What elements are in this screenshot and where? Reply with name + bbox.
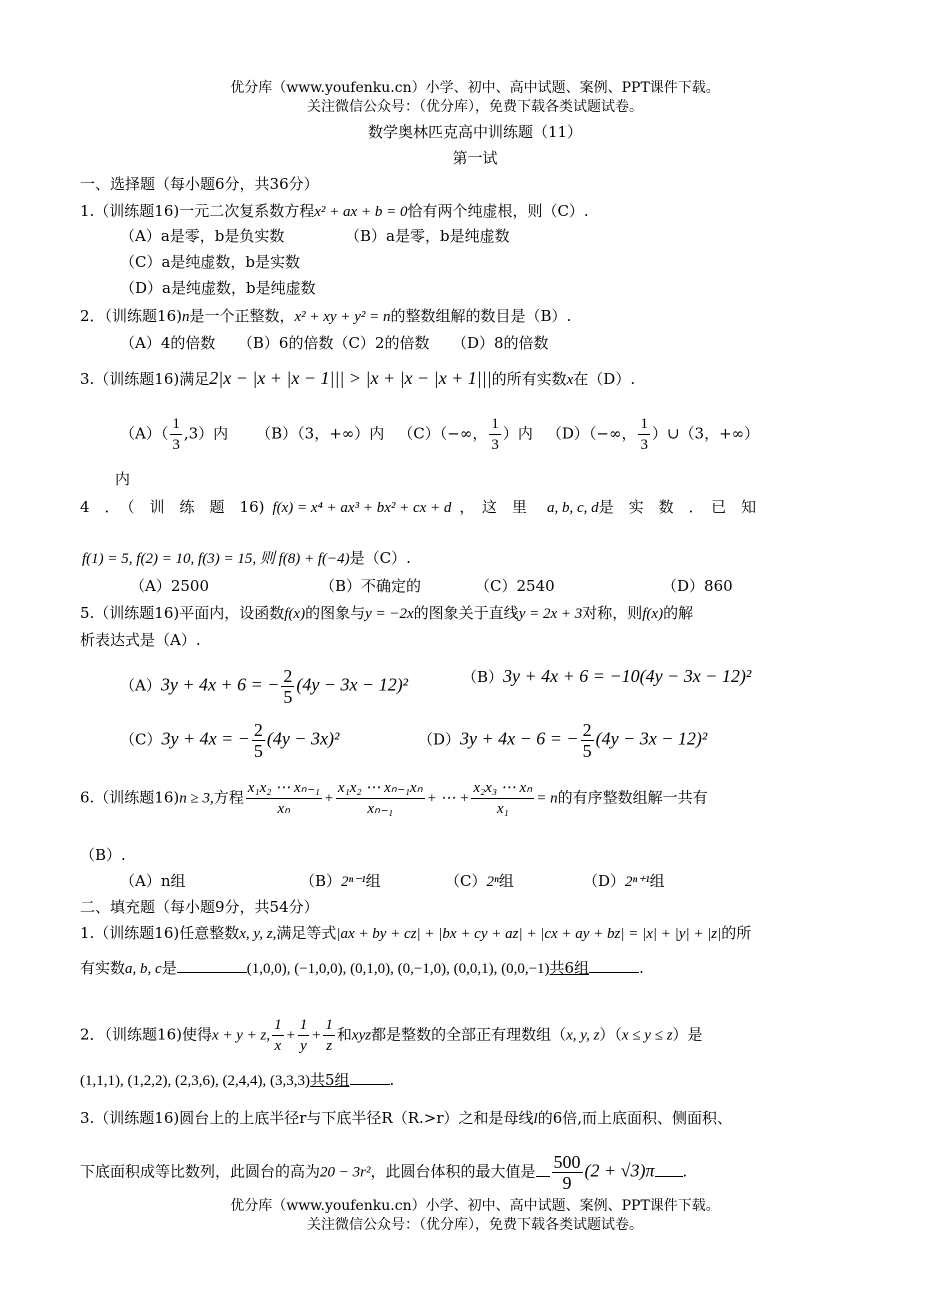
header-line-1: 优分库（www.youfenku.cn）小学、初中、高中试题、案例、PPT课件下载。 (230, 80, 720, 96)
s1-q4-optB: （B）不确定的 (320, 577, 422, 595)
s2-q1-answer: (1,0,0), (−1,0,0), (0,1,0), (0,−1,0), (0,0,1), (0,0,−1) (246, 961, 550, 977)
s1-q5-stem: 5.（训练题16)平面内，设函数f(x)的图象与y = −2x的图象关于直线y = 2x + 3对称，则f(x)的解 (80, 604, 694, 622)
s1-q3-wrap: 内 (115, 470, 131, 488)
page-title: 数学奥林匹克高中训练题（11） (367, 123, 583, 141)
s2-q2-stem: 2．（训练题16)使得x + y + z, $\frac{1}{x}$ + $\frac{1}{y}$ + $\frac{1}{z}$ 和xyz都是整数的全部正有理数组（x, y, z）（x ≤ y ≤ z）是 (80, 1017, 703, 1054)
s1-q5-optC: （C）3y + 4x = − $\frac{2}{5}$ (4y − 3x)² (120, 720, 340, 761)
s1-q3-options: （A）（ $\frac{1}{3}$ ,3）内 （B）（3，+∞）内 （C）（−∞， $\frac{1}{3}$ ）内 （D）（−∞， $\frac{1}{3}$ ）∪（3，+∞） (120, 416, 760, 453)
s1-q5-optB: （B）3y + 4x + 6 = −10(4y − 3x − 12)² (462, 666, 752, 686)
s1-q3-inequality: 2|x − |x + |x − 1||| > |x + |x − |x + 1||| (209, 368, 492, 388)
s2-q3-answer-fraction: $\frac{500}{9}$ (553, 1152, 581, 1193)
s1-q4-conditions: f(1) = 5, f(2) = 10, f(3) = 15, 则 f(8) + f(−4)是（C）. (82, 549, 411, 567)
s1-q6-optD: （D）2ⁿ⁺¹组 (583, 872, 665, 890)
footer-line-1: 优分库（www.youfenku.cn）小学、初中、高中试题、案例、PPT课件下载。 (230, 1198, 720, 1214)
s2-q1-answer-line: 有实数a, b, c是 (1,0,0), (−1,0,0), (0,1,0), (0,−1,0), (0,0,1), (0,0,−1)共6组 . (80, 959, 644, 977)
s1-q5-stem-cont: 析表达式是（A）. (80, 631, 201, 649)
s2-q2-answer-line: (1,1,1), (1,2,2), (2,3,6), (2,4,4), (3,3,3)共5组 . (80, 1071, 395, 1089)
s1-q2-equation: x² + xy + y² = n (294, 309, 391, 325)
section-2-heading: 二、填充题（每小题9分，共54分） (80, 898, 319, 916)
s1-q4-optA: （A）2500 (130, 577, 210, 595)
s2-q1-count: 共6组 (549, 959, 590, 977)
s1-q6-fraction-2: $\frac{\text{x₁x₂ ⋯ xₙ₋₁xₙ}}{\text{xₙ₋₁}}$ (337, 780, 423, 817)
s1-q5-optD: （D）3y + 4x − 6 = − $\frac{2}{5}$ (4y − 3x − 12)² (418, 720, 708, 761)
s1-q6-optA: （A）n组 (120, 872, 186, 890)
s1-q1-optC: （C）a是纯虚数，b是实数 (120, 253, 301, 271)
s1-q1-equation: x² + ax + b = 0 (314, 204, 408, 220)
s1-q4-function: f(x) = x⁴ + ax³ + bx² + cx + d (272, 500, 452, 516)
s2-q3-answer: (2 + √3)π (584, 1160, 655, 1181)
s1-q4-optD: （D）860 (662, 577, 733, 595)
s1-q6-optC: （C）2ⁿ组 (445, 872, 514, 890)
s2-q3-stem: 3.（训练题16)圆台上的上底半径r与下底半径R（R.>r）之和是母线l的6倍,而上底面积、侧面积、 (80, 1109, 733, 1127)
s2-q3-stem-cont: 下底面积成等比数列，此圆台的高为20 − 3r²，此圆台体积的最大值是 $\frac{500}{9}$ (2 + √3)π . (80, 1152, 688, 1193)
fraction-one-third: $\frac{1}{3}$ (491, 416, 499, 453)
s1-q4-optC: （C）2540 (475, 577, 555, 595)
s1-q1-optD: （D）a是纯虚数，b是纯虚数 (120, 279, 316, 297)
s1-q6-fraction-3: $\frac{\text{x₂x₃ ⋯ xₙ}}{\text{x₁}}$ (473, 780, 533, 817)
s1-q1-optB: （B）a是零，b是纯虚数 (345, 227, 510, 245)
s2-q1-equation: |ax + by + cz| + |bx + cy + az| + |cx + ay + bz| = |x| + |y| + |z| (336, 926, 722, 942)
section-1-heading: 一、选择题（每小题6分，共36分） (80, 175, 319, 193)
s1-q1-stem: 1.（训练题16)一元二次复系数方程x² + ax + b = 0恰有两个纯虚根，则（C）. (80, 202, 589, 220)
s1-q6-stem: 6.（训练题16)n ≥ 3,方程 $\frac{\text{x₁x₂ ⋯ xₙ₋₁}}{\text{xₙ}}$ + $\frac{\text{x₁x₂ ⋯ xₙ₋₁xₙ}}{\text{xₙ₋₁}}$ + ⋯ + $\frac{\text{x₂x₃ ⋯ xₙ}}{\text{x₁}}$ = n的有序整数组解一共有 (80, 780, 708, 817)
s1-q5-optA: （A）3y + 4x + 6 = − $\frac{2}{5}$ (4y − 3x − 12)² (120, 666, 409, 707)
s2-q2-answer: (1,1,1), (1,2,2), (2,3,6), (2,4,4), (3,3,3) (80, 1073, 310, 1089)
s1-q1-optA: （A）a是零，b是负实数 (120, 227, 285, 245)
s1-q6-fraction-1: $\frac{\text{x₁x₂ ⋯ xₙ₋₁}}{\text{xₙ}}$ (247, 780, 320, 817)
s1-q4-stem: 4 ． （ 训 练 题 16) f(x) = x⁴ + ax³ + bx² + cx + d ， 这 里 a, b, c, d是 实 数 ． 已 知 (80, 498, 757, 516)
s1-q6-optB: （B）2ⁿ⁻¹组 (300, 872, 381, 890)
fraction-two-fifths: $\frac{2}{5}$ (283, 666, 293, 707)
fraction-two-fifths: $\frac{2}{5}$ (582, 720, 592, 761)
s1-q3-stem: 3.（训练题16)满足2|x − |x + |x − 1||| > |x + |x − |x + 1|||的所有实数x在（D）. (80, 368, 636, 388)
fraction-one-third: $\frac{1}{3}$ (640, 416, 648, 453)
footer-line-2: 关注微信公众号：（优分库），免费下载各类试题试卷。 (307, 1217, 643, 1233)
s1-q2-stem: 2．（训练题16)n是一个正整数，x² + xy + y² = n的整数组解的数目是（B）. (80, 307, 572, 325)
s1-q6-answer: （B）. (80, 846, 126, 864)
fraction-two-fifths: $\frac{2}{5}$ (253, 720, 263, 761)
s2-q2-count: 共5组 (309, 1071, 350, 1089)
header-line-2: 关注微信公众号：（优分库），免费下载各类试题试卷。 (307, 99, 643, 115)
s1-q2-options: （A）4的倍数 （B）6的倍数（C）2的倍数 （D）8的倍数 (120, 334, 549, 352)
fraction-one-third: $\frac{1}{3}$ (172, 416, 180, 453)
page-subtitle: 第一试 (452, 149, 498, 167)
s2-q1-stem: 1.（训练题16)任意整数x, y, z,满足等式|ax + by + cz| + |bx + cy + az| + |cx + ay + bz| = |x| + |y| + |z|的所 (80, 924, 752, 942)
